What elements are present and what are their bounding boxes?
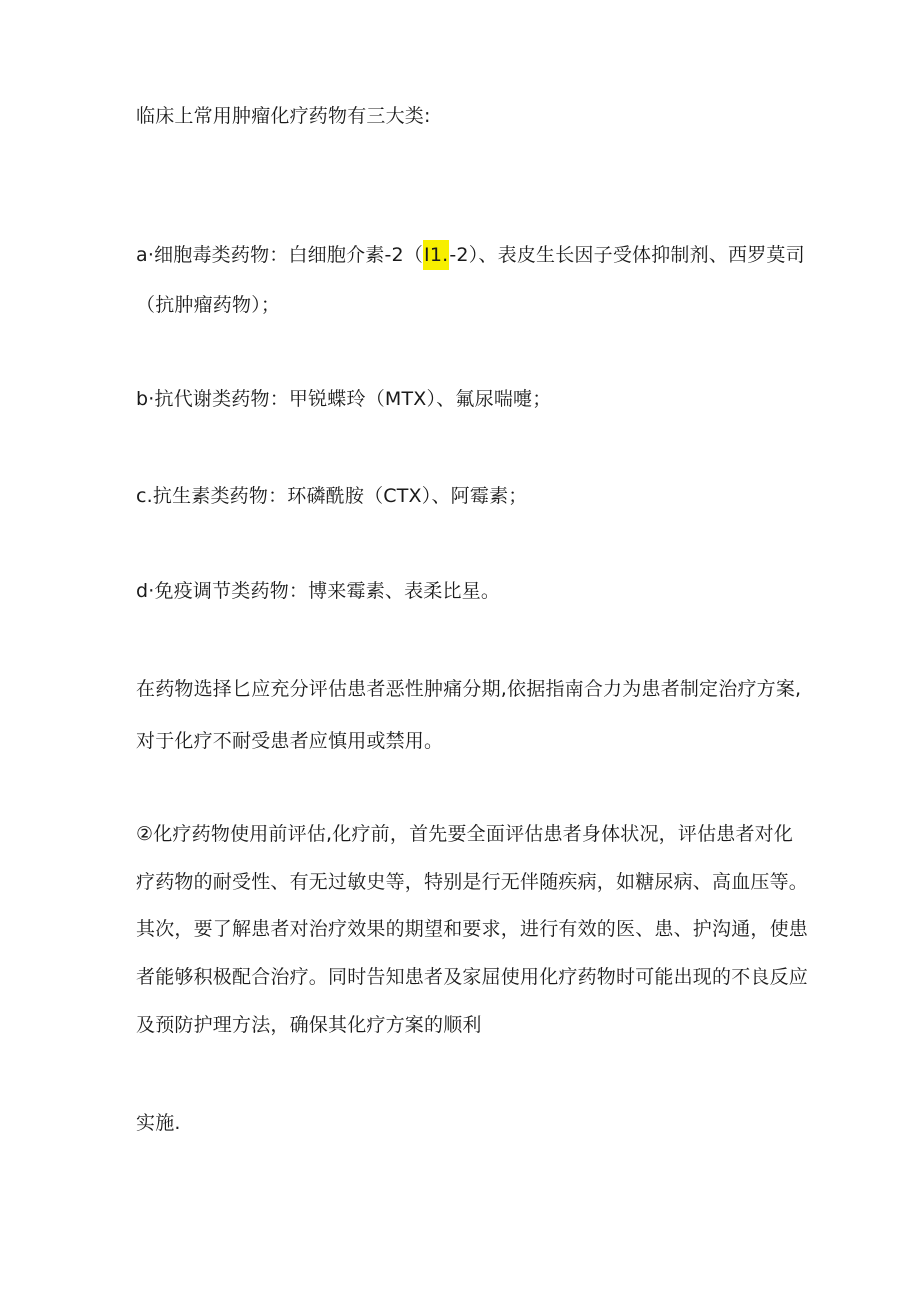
intro-text: 临床上常用肿瘤化疗药物有三大类: [136,105,431,127]
paragraph-2-line-4: 者能够积极配合治疗。同时告知患者及家屈使用化疗药物时可能出现的不良反应 [136,966,809,988]
item-a-line-1 [136,240,805,270]
item-b-text: b·抗代谢类药物：甲锐蝶玲（MTX）、氟尿喘嚏； [136,388,552,410]
item-c-text: c.抗生素类药物：环磷酰胺（CTX）、阿霉素； [136,485,528,507]
paragraph-2-line-1: ②化疗药物使用前评估,化疗前，首先要全面评估患者身体状况，评估患者对化 [136,823,794,845]
paragraph-2-line-5: 及预防护理方法，确保其化疗方案的顺利 [136,1014,482,1036]
item-a-line-2: （抗肿瘤药物）； [136,294,281,316]
highlighted-text: I1. [423,240,449,270]
paragraph-2-line-3: 其次，要了解患者对治疗效果的期望和要求，进行有效的医、患、护沟通，使患 [136,918,809,940]
item-d-text: d·免疫调节类药物：博来霉素、表柔比星。 [136,580,501,602]
closing-text: 实施. [136,1112,181,1134]
item-a-text-after: -2）、表皮生长因子受体抑制剂、西罗莫司 [449,244,805,266]
paragraph-1-line-2: 对于化疗不耐受患者应慎用或禁用。 [136,730,444,752]
item-a-text-before: a·细胞毒类药物：白细胞介素-2（ [136,244,424,266]
paragraph-2-line-2: 疗药物的耐受性、有无过敏史等，特别是行无伴随疾病，如糖尿病、高血压等。 [136,871,809,893]
paragraph-1-line-1: 在药物选择匕应充分评估患者恶性肿痛分期,依据指南合力为患者制定治疗方案, [136,678,802,700]
